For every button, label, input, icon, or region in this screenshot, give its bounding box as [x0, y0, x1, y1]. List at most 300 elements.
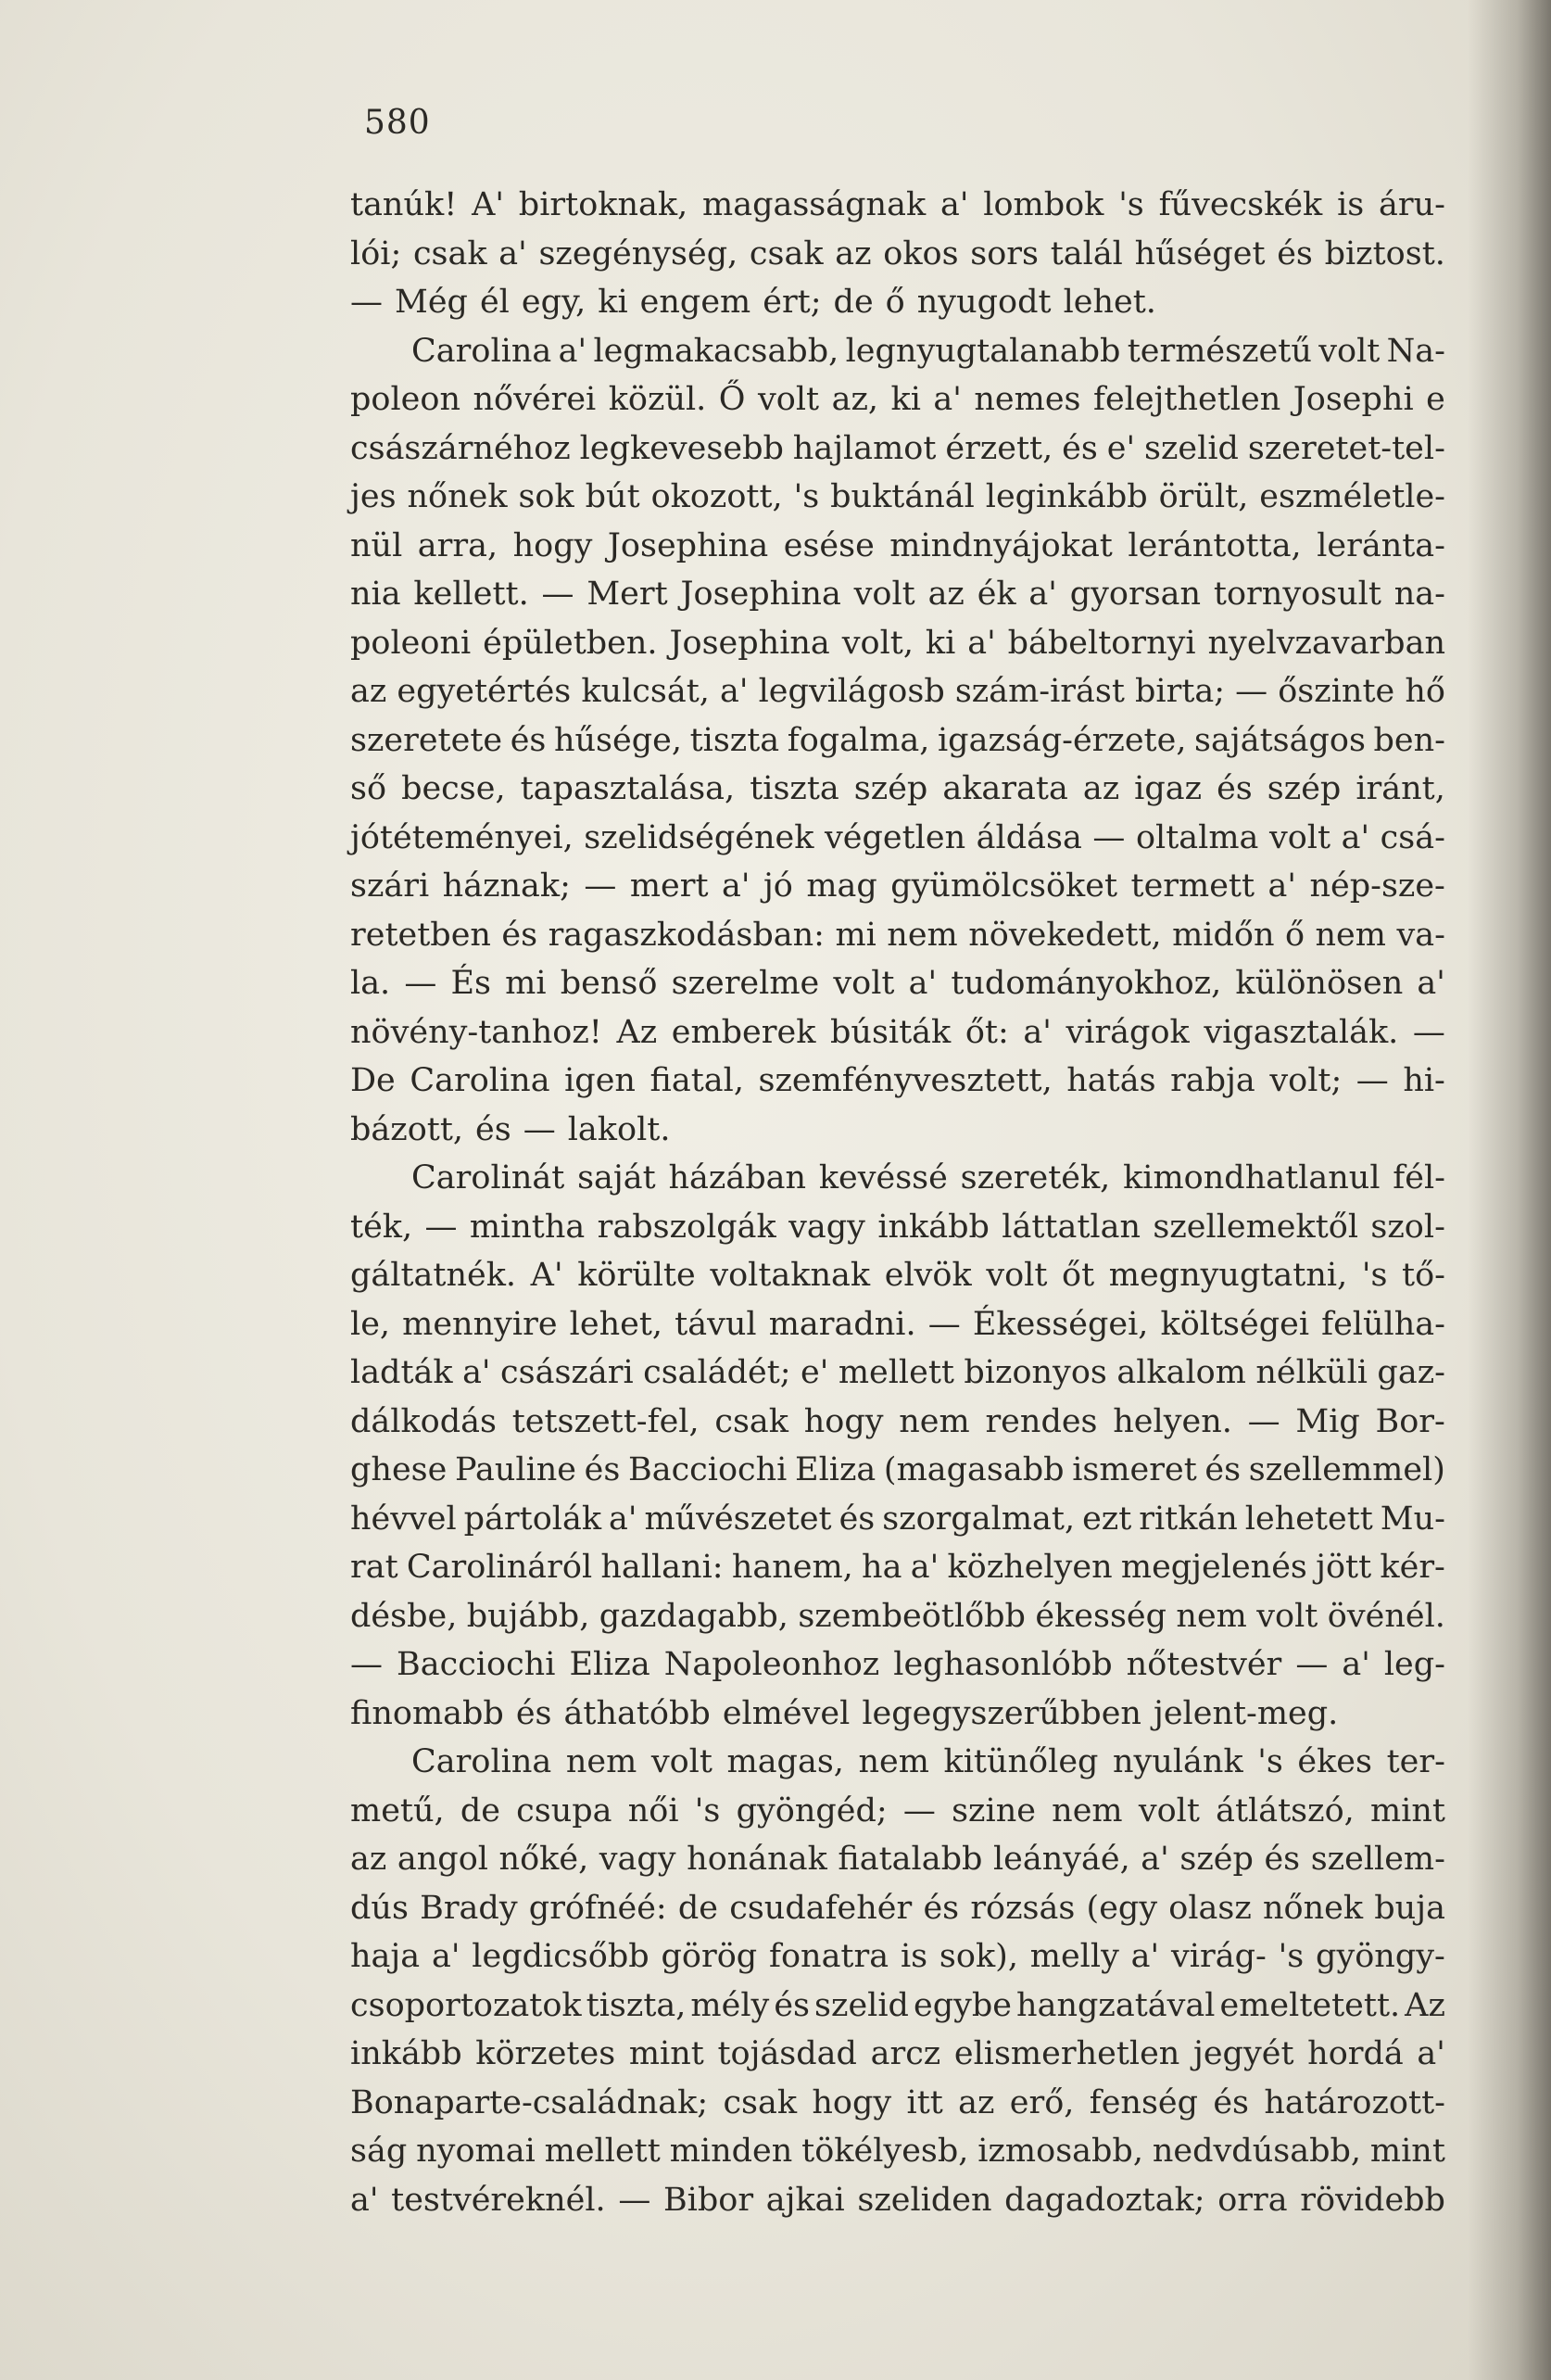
text-line: [350, 1154, 1445, 1203]
word: növény-tanhoz!: [350, 1013, 602, 1051]
word: hévvel: [350, 1500, 457, 1538]
word: ső: [350, 770, 387, 807]
word: közül.: [608, 381, 707, 418]
text-line: [350, 1835, 1445, 1884]
word: legnyugtalanabb: [845, 332, 1121, 370]
word: leginkább: [985, 478, 1148, 515]
word: Josephina: [680, 576, 841, 613]
word: a': [908, 965, 938, 1002]
word: kevéssé: [818, 1159, 948, 1196]
word: le,: [350, 1305, 391, 1343]
word: vigasztalák.: [1204, 1013, 1399, 1051]
text-line: [350, 1300, 1445, 1349]
word: la.: [350, 965, 391, 1002]
word: lerántotta,: [1128, 526, 1302, 564]
word: nyomai: [416, 2133, 536, 2170]
word: hogy: [812, 2083, 892, 2121]
word: és: [1204, 1451, 1242, 1488]
word: igaz: [1134, 770, 1203, 807]
word: kulcsát,: [581, 673, 710, 710]
text-line: [350, 2030, 1445, 2079]
word: benső: [560, 965, 658, 1002]
word: a': [1417, 965, 1445, 1002]
word: Napoleonhoz: [663, 1646, 880, 1683]
word: metű,: [350, 1791, 445, 1829]
word: szeretete: [350, 721, 503, 759]
word: nem: [887, 916, 958, 954]
word: birtoknak,: [518, 186, 688, 223]
word: ki: [925, 624, 956, 662]
word: nővérei: [473, 381, 597, 418]
word: nőnek: [407, 478, 508, 515]
word: de: [677, 1889, 719, 1927]
word: grófnéé:: [528, 1889, 667, 1927]
word: tökélyesb,: [801, 2133, 969, 2170]
text-line: [350, 570, 1445, 619]
text-line: [350, 1690, 1445, 1739]
word: Carolina: [410, 1062, 550, 1099]
word: jött: [1316, 1549, 1372, 1586]
word: tő-: [1402, 1257, 1445, 1294]
word: virágok: [1066, 1013, 1190, 1051]
word: volt: [833, 965, 895, 1002]
word: áldása: [976, 818, 1082, 856]
word: tojásdad: [717, 2035, 857, 2072]
word: szeliden: [857, 2181, 992, 2219]
text-line: [350, 2176, 1445, 2225]
word: mindnyájokat: [889, 526, 1113, 564]
text-line: [350, 2127, 1445, 2176]
word: finomabb: [350, 1694, 504, 1732]
word: szine: [952, 1791, 1036, 1829]
word: Bonaparte-családnak;: [350, 2083, 709, 2121]
word: szám-irást: [954, 673, 1125, 710]
text-line: [350, 862, 1445, 911]
text-line: [350, 278, 1445, 327]
word: fenség: [1089, 2083, 1199, 2121]
word: bút: [585, 478, 640, 515]
word: szép: [853, 770, 928, 807]
word: nyelvzavarban: [1207, 624, 1445, 662]
word: 's: [793, 478, 820, 515]
word: volt: [1256, 1597, 1318, 1635]
word: a': [1342, 1646, 1370, 1683]
word: jegyét: [1192, 2035, 1294, 2072]
word: poleon: [350, 381, 460, 418]
word: szellemektől: [1153, 1208, 1359, 1246]
word: Eliza: [569, 1646, 650, 1683]
word: mély: [690, 1986, 770, 2024]
word: becse,: [401, 770, 506, 807]
word: inkább: [350, 2035, 462, 2072]
word: —: [541, 576, 574, 613]
word: saját: [577, 1159, 656, 1196]
word: volt: [1138, 1791, 1200, 1829]
word: mintha: [469, 1208, 586, 1246]
text-line: [350, 667, 1445, 716]
word: —: [350, 1646, 383, 1683]
word: a': [1028, 576, 1057, 613]
word: biztost.: [1324, 234, 1445, 272]
word: az: [927, 576, 965, 613]
word: költségei: [1160, 1305, 1310, 1343]
word: nőnek: [1263, 1889, 1364, 1927]
word: és: [774, 1986, 811, 2024]
word: Eliza: [795, 1451, 876, 1488]
word: növekedett,: [968, 916, 1162, 954]
word: Carolinát: [411, 1159, 565, 1196]
word: volt: [853, 576, 915, 613]
word: a': [933, 381, 962, 418]
word: szorgalmat,: [882, 1500, 1076, 1538]
word: él: [479, 284, 510, 321]
word: és: [510, 721, 547, 759]
word: ghese: [350, 1451, 448, 1488]
word: leányáé,: [992, 1841, 1130, 1878]
word: emberek: [671, 1013, 816, 1051]
word: hő: [1405, 673, 1445, 710]
word: bujább,: [466, 1597, 590, 1635]
word: is: [1337, 186, 1365, 223]
word: szereték,: [960, 1159, 1111, 1196]
word: ki: [598, 284, 628, 321]
word: —: [1295, 1646, 1329, 1683]
word: arra,: [417, 526, 498, 564]
word: inkább: [877, 1208, 990, 1246]
word: szegénység,: [538, 234, 738, 272]
word: tanúk!: [350, 186, 458, 223]
word: csak: [723, 2083, 798, 2121]
word: érzett,: [945, 429, 1053, 467]
word: szelid: [814, 1986, 909, 2024]
word: ritkán: [1139, 1500, 1238, 1538]
word: császári: [500, 1354, 634, 1391]
word: csupa: [516, 1791, 612, 1829]
word: vagy: [788, 1208, 865, 1246]
text-line: [350, 1884, 1445, 1933]
word: csak: [749, 234, 824, 272]
word: és: [923, 1889, 960, 1927]
word: ő: [885, 284, 905, 321]
word: Carolináról: [406, 1549, 593, 1586]
word: nedvdúsabb,: [1152, 2133, 1362, 2170]
word: fiatalabb: [838, 1841, 983, 1878]
word: tornyosult: [1213, 576, 1381, 613]
word: a': [1267, 867, 1296, 905]
word: —: [1247, 1402, 1280, 1440]
word: nem: [565, 1743, 637, 1780]
word: nem: [1052, 1791, 1123, 1829]
text-line: [350, 1348, 1445, 1398]
word: okozott,: [650, 478, 783, 515]
word: hi-: [1403, 1062, 1445, 1099]
word: ság: [350, 2133, 408, 2170]
word: közhelyen: [947, 1549, 1113, 1586]
word: az: [350, 1841, 387, 1878]
word: jes: [350, 478, 397, 515]
word: egyetértés: [397, 673, 572, 710]
word: nem: [1176, 1597, 1247, 1635]
text-line: [350, 1932, 1445, 1981]
word: ajkai: [765, 2181, 845, 2219]
word: leránta-: [1317, 526, 1445, 564]
word: (magasabb: [883, 1451, 1065, 1488]
word: legvilágosb: [758, 673, 945, 710]
word: mert: [629, 867, 709, 905]
word: igazság-érzete,: [937, 721, 1187, 759]
word: legkevesebb: [579, 429, 784, 467]
word: itt: [906, 2083, 943, 2121]
word: désbe,: [350, 1597, 458, 1635]
word: buktánál: [830, 478, 975, 515]
word: magasságnak: [702, 186, 927, 223]
word: Carolina: [411, 332, 552, 370]
word: az: [1082, 770, 1120, 807]
word: maradni.: [768, 1305, 916, 1343]
text-line: [350, 1251, 1445, 1300]
word: legdicsőbb: [472, 1938, 649, 1975]
word: ha: [862, 1549, 902, 1586]
word: jótéteményei,: [350, 818, 574, 856]
word: eszméletle-: [1259, 478, 1445, 515]
word: a': [1141, 1841, 1169, 1878]
word: egy,: [521, 284, 586, 321]
text-line: [350, 375, 1445, 424]
text-line: [350, 1446, 1445, 1495]
word: rat: [350, 1549, 398, 1586]
word: nül: [350, 526, 403, 564]
word: hangzatával: [1016, 1986, 1216, 2024]
word: dálkodás: [350, 1402, 497, 1440]
word: szelidségének: [584, 818, 814, 856]
word: természetű: [1127, 332, 1312, 370]
word: arcz: [870, 2035, 941, 2072]
word: kimondhatlanul: [1123, 1159, 1381, 1196]
word: ő: [1284, 916, 1305, 954]
word: és: [515, 1694, 552, 1732]
word: mennyire: [402, 1305, 558, 1343]
text-line: [350, 1008, 1445, 1057]
word: csoportozatok: [350, 1986, 582, 2024]
word: hűséget: [1134, 234, 1266, 272]
word: legmakacsabb,: [593, 332, 839, 370]
word: különösen: [1235, 965, 1404, 1002]
word: legegyszerűbben: [862, 1694, 1141, 1732]
word: tiszta: [750, 770, 839, 807]
word: az,: [831, 381, 879, 418]
word: Az: [616, 1013, 658, 1051]
word: és: [1277, 234, 1313, 272]
word: bábeltornyi: [1007, 624, 1196, 662]
word: lói;: [350, 234, 402, 272]
word: jó: [763, 867, 793, 905]
word: elvök: [884, 1257, 972, 1294]
text-line: [350, 1495, 1445, 1544]
word: mint: [1369, 1791, 1445, 1829]
word: szerelme: [671, 965, 820, 1002]
word: És: [450, 965, 492, 1002]
word: gazdagabb,: [599, 1597, 788, 1635]
word: mi: [835, 916, 876, 954]
word: és: [584, 1451, 621, 1488]
word: elmével: [722, 1694, 851, 1732]
word: örült,: [1158, 478, 1249, 515]
word: birta;: [1135, 673, 1226, 710]
word: távul: [675, 1305, 757, 1343]
word: búsiták: [830, 1013, 952, 1051]
word: épületben.: [483, 624, 658, 662]
word: Bor-: [1375, 1402, 1445, 1440]
word: de: [460, 1791, 500, 1829]
word: olasz: [1168, 1889, 1252, 1927]
word: 's: [1257, 1743, 1283, 1780]
word: görög: [661, 1938, 758, 1975]
word: ladták: [350, 1354, 453, 1391]
word: Bibor: [662, 2181, 754, 2219]
word: szelid: [1144, 429, 1239, 467]
word: melly: [1029, 1938, 1119, 1975]
word: szeretet-tel-: [1247, 429, 1445, 467]
word: A': [472, 186, 504, 223]
text-line: [350, 1640, 1445, 1690]
word: övénél.: [1327, 1597, 1445, 1635]
word: sajátságos: [1194, 721, 1366, 759]
word: a': [1023, 1013, 1052, 1051]
word: női: [627, 1791, 679, 1829]
word: Mu-: [1380, 1500, 1445, 1538]
word: buja: [1374, 1889, 1445, 1927]
word: a': [910, 1549, 939, 1586]
word: fél-: [1393, 1159, 1445, 1196]
text-line: [350, 814, 1445, 863]
word: ék: [977, 576, 1016, 613]
word: lombok: [983, 186, 1104, 223]
word: a': [719, 673, 749, 710]
word: orra: [1217, 2181, 1288, 2219]
word: a': [350, 2181, 379, 2219]
word: —: [1356, 1062, 1389, 1099]
word: Bacciochi: [397, 1646, 556, 1683]
word: Az: [1405, 1986, 1445, 2024]
word: csudafehér: [729, 1889, 913, 1927]
word: Még: [395, 284, 468, 321]
word: áthatóbb: [563, 1694, 711, 1732]
word: ték,: [350, 1208, 413, 1246]
word: rabszolgák: [597, 1208, 776, 1246]
text-line: [350, 716, 1445, 766]
word: az: [958, 2083, 995, 2121]
word: a': [721, 867, 750, 905]
word: hatás: [1066, 1062, 1156, 1099]
word: —: [1412, 1013, 1445, 1051]
word: a': [462, 1354, 491, 1391]
word: volt,: [841, 624, 914, 662]
word: Josephi: [1292, 381, 1414, 418]
word: is: [900, 1938, 928, 1975]
word: lehet,: [569, 1305, 663, 1343]
word: a': [967, 624, 996, 662]
word: és: [501, 916, 538, 954]
word: bizonyos: [964, 1354, 1107, 1391]
word: ismeret: [1072, 1451, 1197, 1488]
word: igen: [564, 1062, 636, 1099]
word: termett: [1130, 867, 1255, 905]
word: hűsége,: [553, 721, 682, 759]
word: a': [609, 1500, 637, 1538]
word: nőtestvér: [1126, 1646, 1282, 1683]
word: Josephina: [669, 624, 830, 662]
word: kellett.: [413, 576, 529, 613]
word: ter-: [1386, 1743, 1445, 1780]
word: nélküli: [1255, 1354, 1368, 1391]
word: alkalom: [1116, 1354, 1246, 1391]
text-line: [350, 1203, 1445, 1252]
word: családét;: [643, 1354, 791, 1391]
word: őszinte: [1278, 673, 1395, 710]
word: szári: [350, 867, 430, 905]
word: szellemmel): [1248, 1451, 1445, 1488]
word: ékesség: [1035, 1597, 1167, 1635]
word: ragaszkodásban:: [548, 916, 825, 954]
text-line: [350, 1981, 1445, 2031]
text-line: [350, 911, 1445, 960]
word: poleoni: [350, 624, 472, 662]
word: őt:: [965, 1013, 1009, 1051]
word: megjelenés: [1120, 1549, 1307, 1586]
word: midőn: [1172, 916, 1275, 954]
text-line: [350, 230, 1445, 279]
word: gáltatnék.: [350, 1257, 517, 1294]
word: mag: [806, 867, 877, 905]
word: az: [350, 673, 387, 710]
word: művészetet: [644, 1500, 832, 1538]
word: emeltetett.: [1219, 1986, 1401, 2024]
word: a': [1341, 818, 1370, 856]
word: De: [350, 1062, 396, 1099]
word: volt: [986, 1257, 1048, 1294]
page-number: 580: [364, 104, 431, 142]
word: —: [350, 284, 383, 321]
word: sok),: [939, 1938, 1018, 1975]
word: a': [498, 234, 527, 272]
word: izmosabb,: [977, 2133, 1143, 2170]
word: —: [902, 1791, 936, 1829]
word: tiszta,: [586, 1986, 687, 2024]
word: e': [801, 1354, 829, 1391]
word: és: [1217, 770, 1253, 807]
word: és: [475, 1110, 511, 1148]
word: volt: [650, 1743, 712, 1780]
word: fonatra: [769, 1938, 889, 1975]
word: 's: [1118, 186, 1144, 223]
word: sok: [518, 478, 574, 515]
word: de: [833, 284, 874, 321]
word: kitünőleg: [943, 1743, 1099, 1780]
text-line: [350, 1787, 1445, 1836]
word: átlátszó,: [1216, 1791, 1355, 1829]
word: mellett: [838, 1354, 954, 1391]
text-line: [350, 1057, 1445, 1106]
word: Bacciochi: [627, 1451, 788, 1488]
word: bázott,: [350, 1110, 464, 1148]
word: nem: [858, 1743, 929, 1780]
word: —: [523, 1110, 556, 1148]
word: és: [1264, 1841, 1301, 1878]
word: engem: [639, 284, 751, 321]
text-line: [350, 1592, 1445, 1641]
word: volt: [1318, 332, 1381, 370]
text-line: [350, 424, 1445, 474]
